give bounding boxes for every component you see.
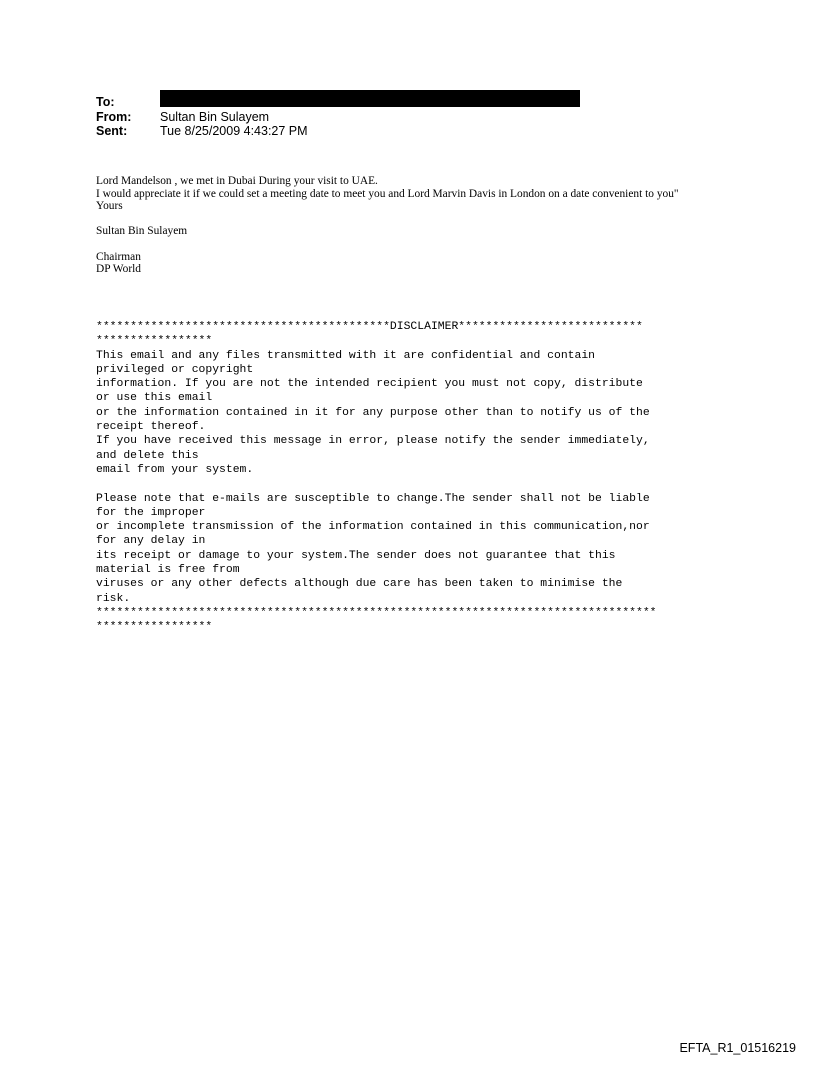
disclaimer-line: and delete this (96, 449, 199, 462)
disclaimer-line: for any delay in (96, 535, 206, 548)
disclaimer-line: or incomplete transmission of the information contained in this communication,nor (96, 521, 650, 534)
disclaimer-line: information. If you are not the intended recipient you must not copy, distribute (96, 378, 643, 391)
body-line: I would appreciate it if we could set a meeting date to meet you and Lord Marvin Davis in London on a date convenient to you" (96, 187, 679, 200)
redaction-bar (160, 90, 580, 107)
disclaimer-line: This email and any files transmitted with it are confidential and contain (96, 349, 595, 362)
disclaimer-line: If you have received this message in error, please notify the sender immediately, (96, 435, 650, 448)
disclaimer-line: *******************************************DISCLAIMER*************************** (96, 321, 643, 333)
disclaimer-line: its receipt or damage to your system.The sender does not guarantee that this (96, 549, 616, 562)
body-line: Lord Mandelson , we met in Dubai During your visit to UAE. (96, 175, 378, 187)
disclaimer-line: risk. (96, 592, 131, 605)
disclaimer-line: email from your system. (96, 463, 254, 476)
email-body (96, 175, 726, 276)
sent-label: Sent: (96, 124, 128, 138)
disclaimer-line: ***************** (96, 621, 213, 634)
disclaimer-line: receipt thereof. (96, 421, 206, 434)
disclaimer-line: ********************************************************************************** (96, 606, 657, 619)
disclaimer-line: viruses or any other defects although due care has been taken to minimise the (96, 578, 623, 591)
disclaimer-line (96, 477, 657, 491)
signature-name: Sultan Bin Sulayem (96, 225, 188, 238)
disclaimer-line: or the information contained in it for any purpose other than to notify us of the (96, 406, 650, 419)
document-id: EFTA_R1_01516219 (679, 1041, 796, 1055)
disclaimer-line: privileged or copyright (96, 363, 254, 376)
sent-value: Tue 8/25/2009 4:43:27 PM (160, 124, 308, 138)
signature-title: Chairman (96, 250, 141, 263)
disclaimer-block (96, 320, 657, 635)
body-line: Yours (96, 200, 123, 213)
disclaimer-line: material is free from (96, 564, 240, 577)
disclaimer-line: for the improper (96, 506, 206, 519)
disclaimer-line: or use this email (96, 392, 213, 405)
from-value: Sultan Bin Sulayem (160, 109, 270, 124)
disclaimer-line: Please note that e-mails are susceptible to change.The sender shall not be liable (96, 492, 650, 505)
to-label: To: (96, 95, 115, 109)
from-label: From: (96, 109, 132, 124)
signature-org: DP World (96, 263, 141, 276)
disclaimer-line: ***************** (96, 335, 213, 348)
